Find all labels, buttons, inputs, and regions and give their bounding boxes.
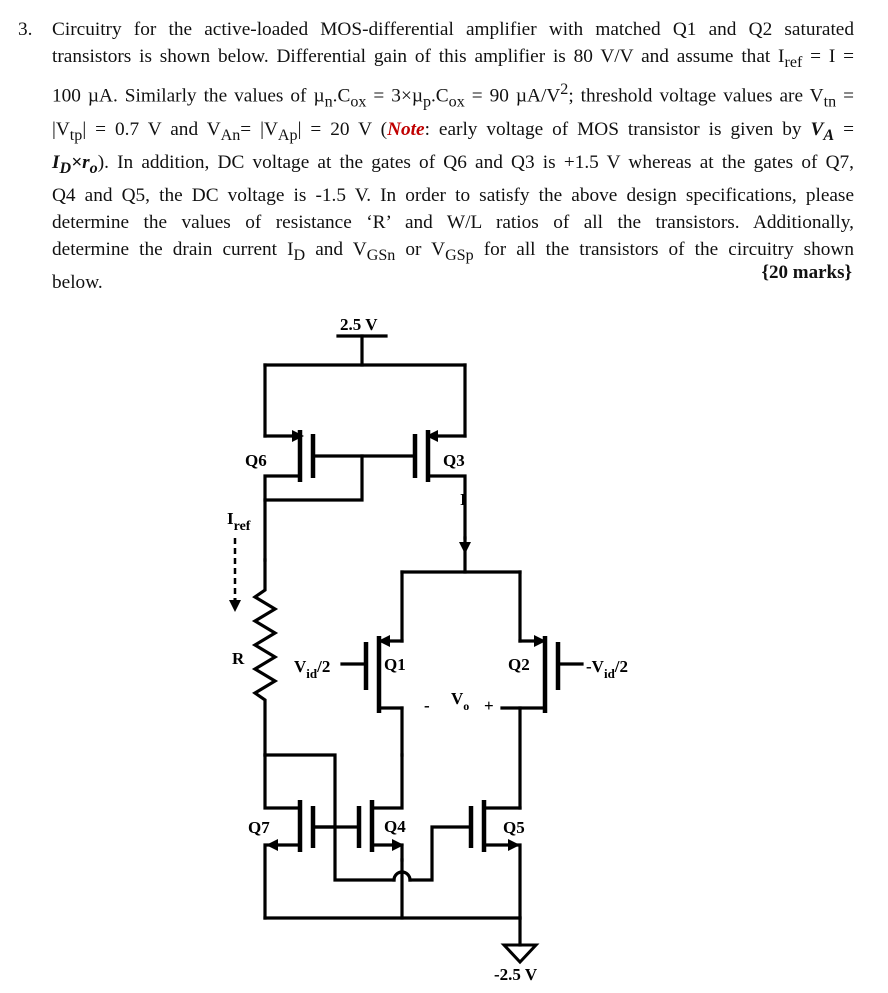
q7-label: Q7: [248, 818, 270, 837]
transistor-q4: [359, 755, 406, 860]
transistor-q1: [294, 636, 406, 755]
vo-minus: -: [424, 696, 430, 715]
transistor-q7: [248, 755, 335, 918]
vdd-terminal: [338, 315, 386, 365]
resistor-r: [232, 560, 275, 755]
note-label: Note: [387, 118, 425, 140]
transistor-q5: [471, 800, 525, 918]
question-line-5: $I_D\times r_o$). In addition, DC voltage at the gates of Q6 and Q3 is +1.5 V whereas at the gates of Q7,: [52, 151, 854, 177]
vid-left-label: $V_{id}/2$: [294, 657, 331, 681]
tail-node: [402, 538, 520, 641]
question-line-7: determine the values of resistance ‘R’ and W/L ratios of all the transistors. Additionally,: [52, 212, 854, 234]
question-line-2: transistors is shown below. Differential gain of this amplifier is 80 V/V and assume that $I_{ref} = I$ =: [52, 46, 854, 72]
iref-label: $I_{ref}$: [227, 509, 251, 534]
vss-terminal: [494, 945, 538, 984]
q3-label: Q3: [443, 451, 465, 470]
question-number: 3.: [18, 19, 33, 40]
q6-label: Q6: [245, 451, 267, 470]
vss-rail: [265, 918, 520, 945]
q4-label: Q4: [384, 817, 406, 836]
vo-plus: +: [484, 696, 494, 715]
question-line-8: determine the drain current $I_D$ and $V_{GSn}$ or $V_{GSp}$ for all the transistors of the circuitry shown: [52, 239, 854, 265]
vss-label: -2.5 V: [494, 965, 538, 984]
vdd-rail: [265, 365, 465, 436]
question-line-6: Q4 and Q5, the DC voltage is -1.5 V. In order to satisfy the above design specifications, please: [52, 184, 854, 206]
transistor-q6: [245, 430, 313, 560]
question-line-4: $|V_{tp}| = 0.7$ V and $V_{An}= |V_{Ap}| = 20$ V (Note: early voltage of MOS transistor is given by $V_A$ =: [52, 118, 854, 144]
i-label: I: [460, 490, 467, 509]
transistor-q2: [508, 636, 628, 808]
q1-label: Q1: [384, 655, 406, 674]
iref-indicator: [227, 509, 251, 606]
vo-label: $V_o$: [451, 689, 470, 713]
r-label: R: [232, 649, 245, 668]
vid-right-label: $-V_{id}/2$: [586, 657, 629, 681]
question-line-1: Circuitry for the active-loaded MOS-differential amplifier with matched Q1 and Q2 saturated: [52, 19, 854, 40]
pmos-gate-node: [265, 456, 415, 500]
marks-label: {20 marks}: [761, 262, 852, 283]
output-vo: [402, 689, 520, 715]
vdd-label: 2.5 V: [340, 315, 378, 334]
transistor-q3: [415, 430, 465, 538]
question-line-3: 100 µA. Similarly the values of $\mu_n.C_{ox} = 3\times\mu_p.C_{ox} = 90$ $\mu A/V^2$; threshold voltage values are $V_{tn}$ =: [52, 81, 855, 111]
q5-label: Q5: [503, 818, 525, 837]
question-line-9: below.: [52, 272, 103, 294]
q2-label: Q2: [508, 655, 530, 674]
